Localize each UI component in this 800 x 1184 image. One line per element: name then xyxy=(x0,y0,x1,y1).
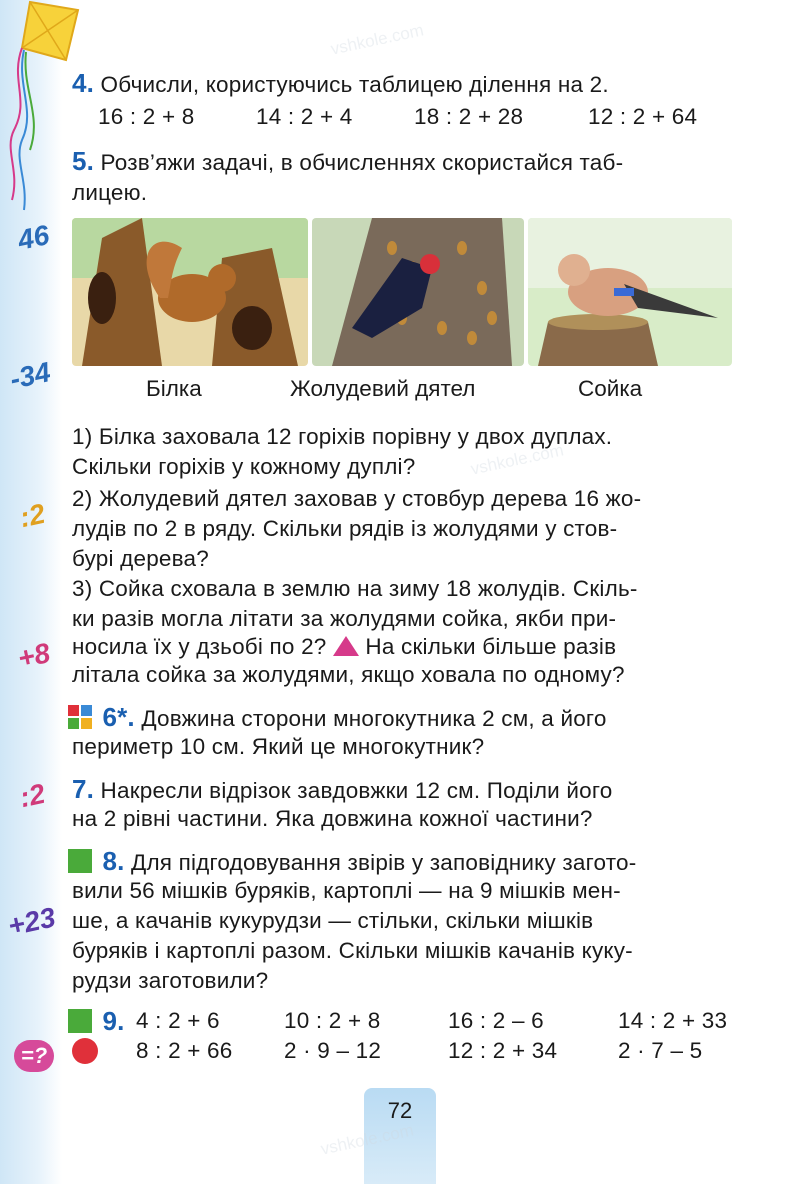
task9-row1-expr1: 4 : 2 + 6 xyxy=(136,1008,220,1033)
jay-bird-illustration xyxy=(528,218,732,366)
task9-row1-expr2: 10 : 2 + 8 xyxy=(284,1008,381,1033)
watermark: vshkole.com xyxy=(328,20,426,59)
problem1-line2: Скільки горіхів у кожному дуплі? xyxy=(72,454,416,479)
problem3-line3-text: носила їх у дзьобі по 2? xyxy=(72,634,327,659)
problem3-line4: літала сойка за жолудями, якщо ховала по одному? xyxy=(72,662,625,687)
task5-heading xyxy=(72,146,623,178)
task4-expression-3: 18 : 2 + 28 xyxy=(414,104,524,129)
task9-row1-expr3: 16 : 2 – 6 xyxy=(448,1008,544,1033)
task6-number: 6*. xyxy=(102,702,135,732)
task8-number: 8. xyxy=(102,846,125,876)
task8-heading xyxy=(68,846,636,878)
task4-heading xyxy=(72,68,609,100)
caption-woodpecker: Жолудевий дятел xyxy=(290,376,476,401)
margin-label-div2: :2 xyxy=(16,497,48,534)
task8-text-line4: буряків і картоплі разом. Скільки мішків качанів куку- xyxy=(72,938,633,963)
problem1-line1: 1) Білка заховала 12 горіхів порівну у двох дуплах. xyxy=(72,424,613,449)
watermark: vshkole.com xyxy=(318,1120,416,1159)
task5-number: 5. xyxy=(72,146,95,176)
triangle-icon xyxy=(333,636,359,656)
task8-text-line3: ше, а качанів кукурудзи — стільки, скільки мішків xyxy=(72,908,594,933)
task6-heading xyxy=(68,702,607,734)
task9-row2-expr3: 12 : 2 + 34 xyxy=(448,1038,558,1063)
task8-text-line1: Для підгодовування звірів у заповіднику загото- xyxy=(131,850,637,875)
margin-label-46: 46 xyxy=(15,219,52,256)
task7-text-line1: Накресли відрізок завдовжки 12 см. Поділи його xyxy=(100,778,613,803)
task7-number: 7. xyxy=(72,774,95,804)
problem3-line3-extra: На скільки більше разів xyxy=(365,634,617,659)
task6-text-line2: периметр 10 см. Який це многокутник? xyxy=(72,734,485,759)
task7-heading xyxy=(72,774,613,806)
task9-number: 9. xyxy=(102,1006,125,1036)
task5-text-line2: лицею. xyxy=(72,180,148,205)
task9-row2-expr4: 2 · 7 – 5 xyxy=(618,1038,703,1063)
task4-text: Обчисли, користуючись таблицею ділення на 2. xyxy=(100,72,609,97)
colored-squares-icon xyxy=(68,705,92,729)
green-square-icon xyxy=(68,849,92,873)
margin-label-question-badge: =? xyxy=(14,1040,54,1072)
task8-text-line2: вили 56 мішків буряків, картоплі — на 9 мішків мен- xyxy=(72,878,621,903)
task4-expression-4: 12 : 2 + 64 xyxy=(588,104,698,129)
task9-row2-expr2: 2 · 9 – 12 xyxy=(284,1038,382,1063)
margin-label-plus23: +23 xyxy=(5,901,59,942)
task4-number: 4. xyxy=(72,68,95,98)
watermark: vshkole.com xyxy=(468,440,566,479)
problem2-line2: лудів по 2 в ряду. Скільки рядів із жолудями у стов- xyxy=(72,516,618,541)
task4-expression-2: 14 : 2 + 4 xyxy=(256,104,353,129)
problem3-line3 xyxy=(72,632,616,662)
task7-text-line2: на 2 рівні частини. Яка довжина кожної частини? xyxy=(72,806,593,831)
problem2-line3: бурі дерева? xyxy=(72,546,209,571)
illustrations-row xyxy=(72,218,732,366)
problem3-line2: ки разів могла літати за жолудями сойка, якби при- xyxy=(72,606,617,631)
task9-heading xyxy=(68,1006,125,1038)
squirrel-illustration xyxy=(72,218,308,366)
task8-text-line5: рудзи заготовили? xyxy=(72,968,269,993)
woodpecker-illustration xyxy=(312,218,524,366)
task9-row1-expr4: 14 : 2 + 33 xyxy=(618,1008,728,1033)
caption-squirrel: Білка xyxy=(146,376,202,401)
problem3-line1: 3) Сойка сховала в землю на зиму 18 жолудів. Скіль- xyxy=(72,576,638,601)
margin-label-div2-second: :2 xyxy=(16,777,48,814)
margin-label-plus8: +8 xyxy=(15,637,53,674)
green-square-icon-task9 xyxy=(68,1009,92,1033)
task6-text-line1: Довжина сторони многокутника 2 см, а його xyxy=(141,706,607,731)
margin-label-minus34: -34 xyxy=(7,356,54,395)
caption-jay: Сойка xyxy=(578,376,643,401)
task4-expression-1: 16 : 2 + 8 xyxy=(98,104,195,129)
red-circle-icon xyxy=(72,1038,98,1064)
task9-row2-expr1: 8 : 2 + 66 xyxy=(136,1038,233,1063)
problem2-line1: 2) Жолудевий дятел заховав у стовбур дерева 16 жо- xyxy=(72,486,642,511)
task5-text-line1: Розв’яжи задачі, в обчисленнях скористайся таб- xyxy=(100,150,624,175)
page-number: 72 xyxy=(387,1098,413,1123)
